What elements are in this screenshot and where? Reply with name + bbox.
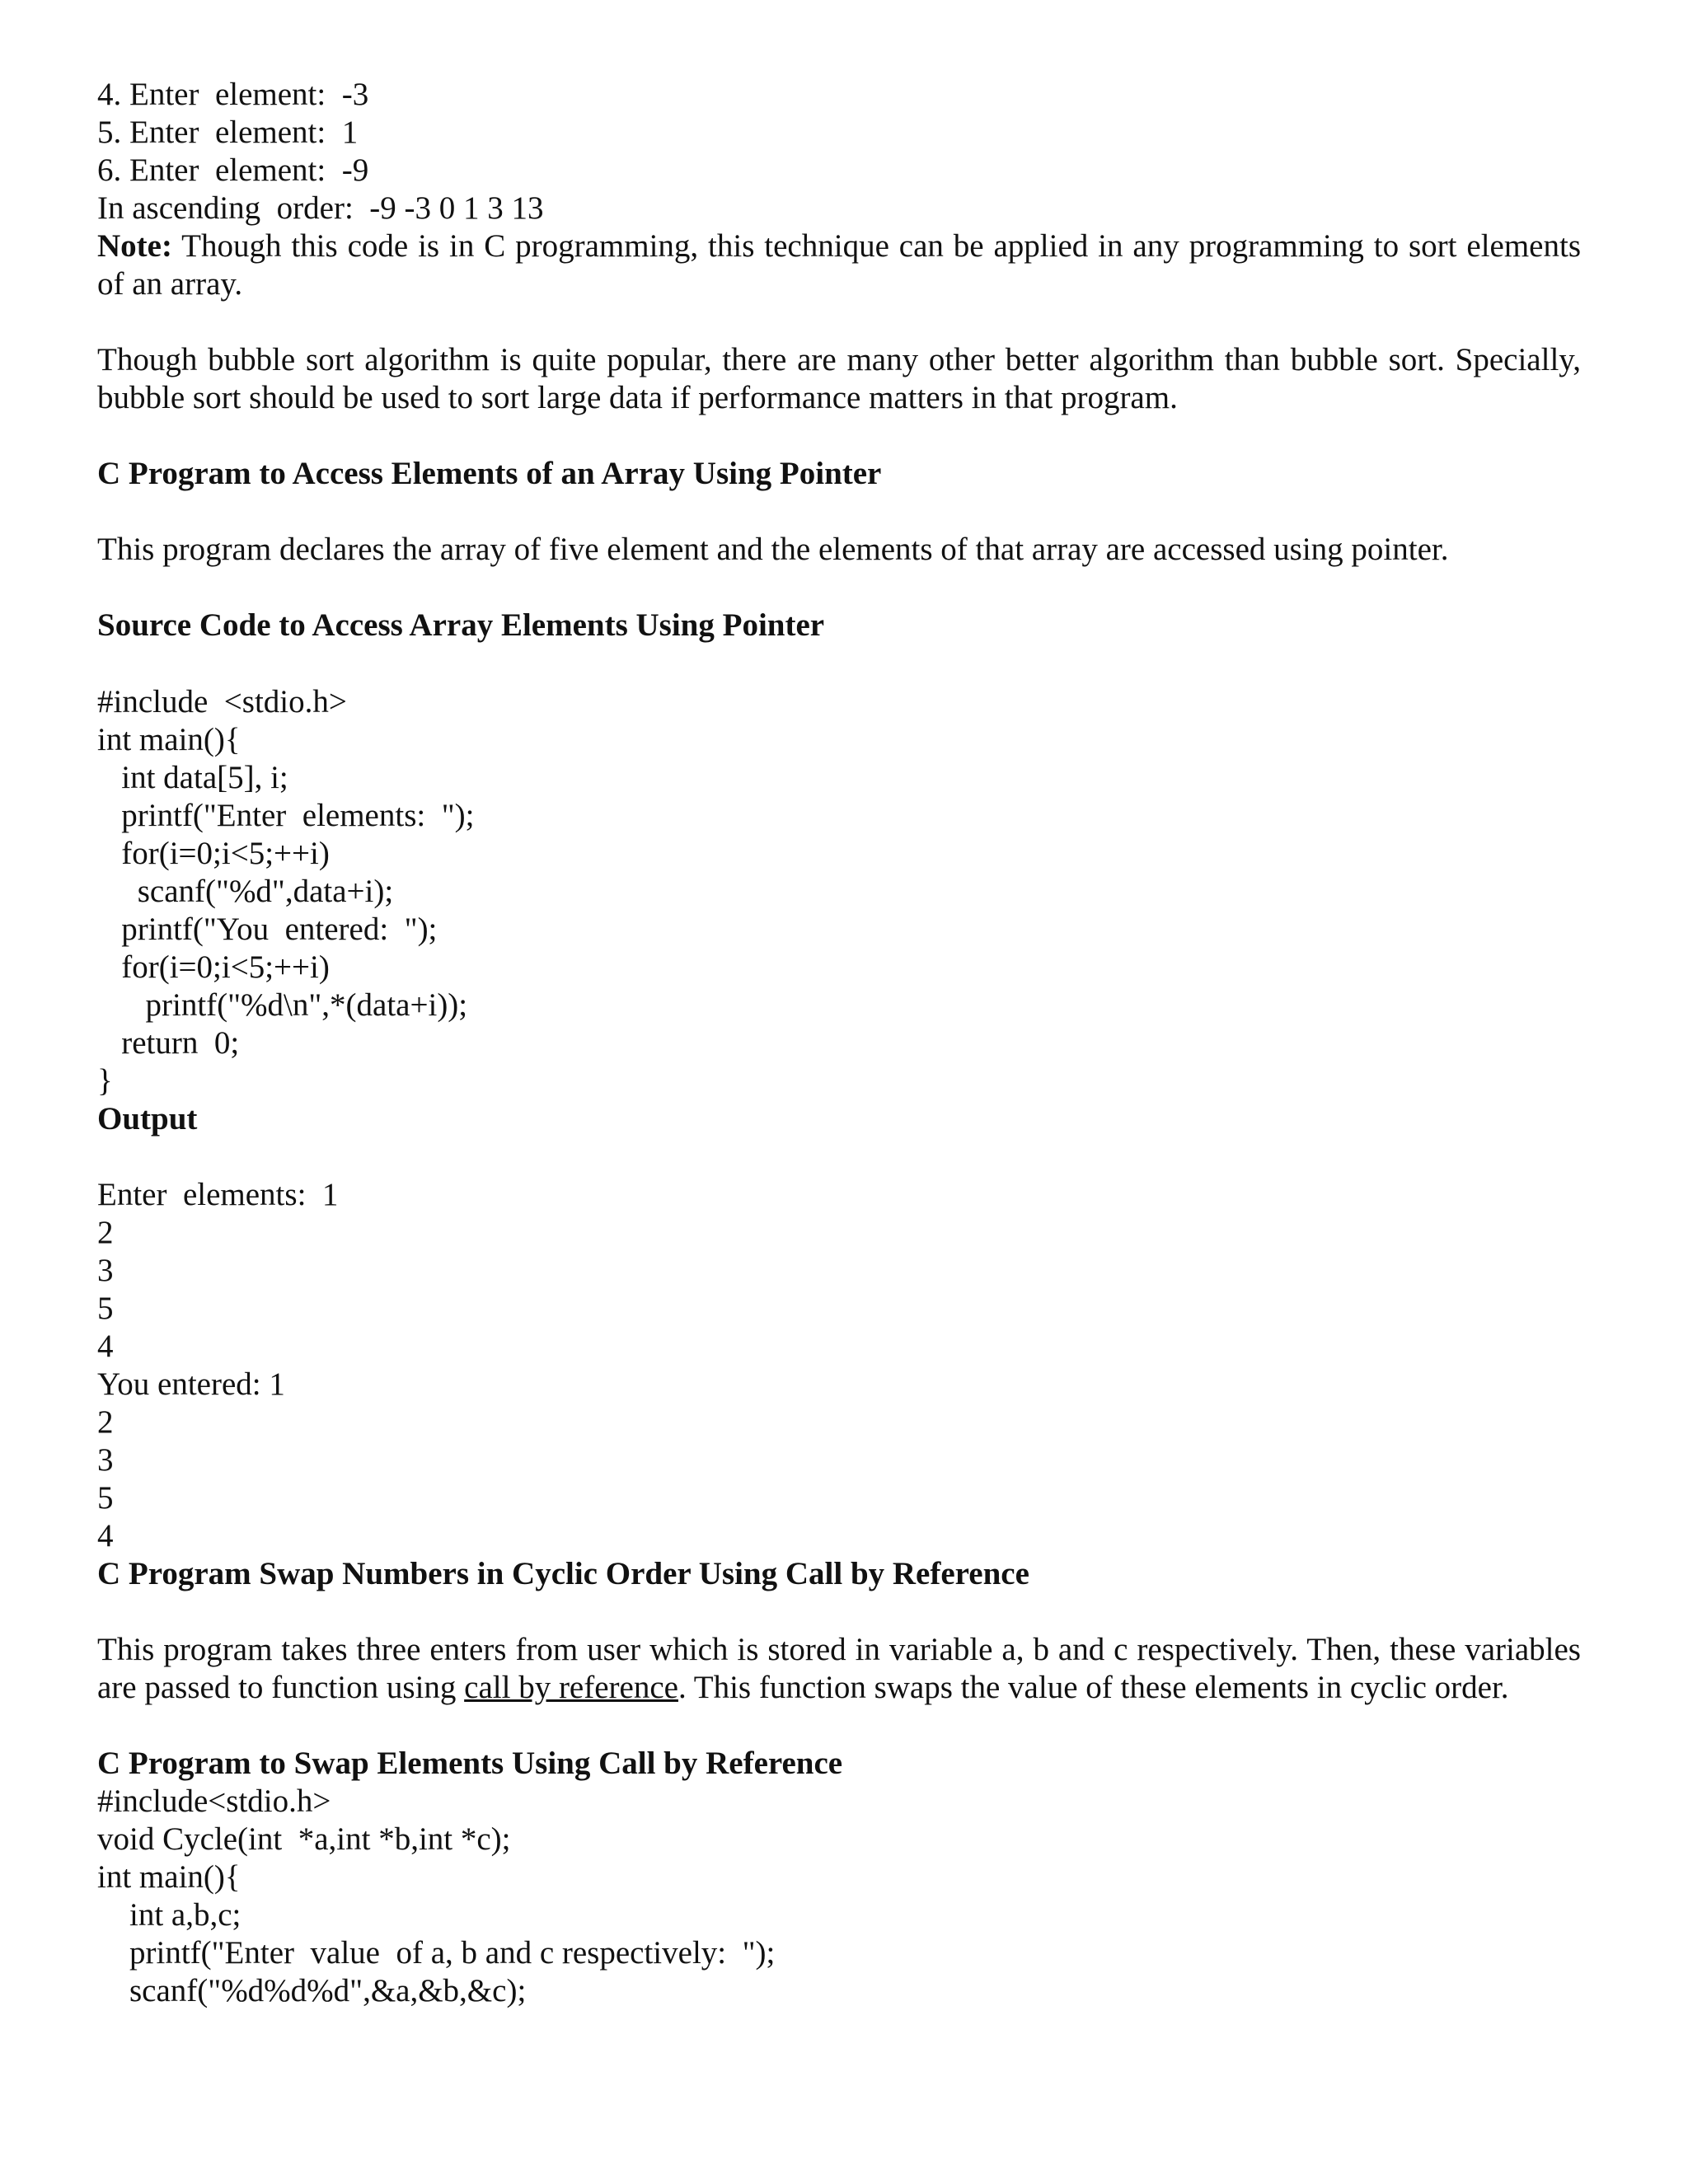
code-line: for(i=0;i<5;++i)	[97, 836, 330, 871]
code-line: int data[5], i;	[97, 760, 288, 795]
output-heading: Output	[97, 1101, 198, 1137]
output-line: 3	[97, 1442, 114, 1478]
section-heading-cyclic-swap: C Program Swap Numbers in Cyclic Order Using Call by Reference	[97, 1556, 1029, 1591]
note-label: Note:	[97, 228, 172, 264]
document-page	[97, 76, 1581, 2010]
code-line: #include <stdio.h>	[97, 684, 347, 719]
output-line: Enter elements: 1	[97, 1177, 339, 1212]
output-line: 3	[97, 1253, 114, 1288]
code-line: scanf("%d",data+i);	[97, 874, 394, 909]
description-text: . This function swaps the value of these elements in cyclic order.	[678, 1670, 1509, 1705]
output-line: 5	[97, 1480, 114, 1516]
output-line: 5	[97, 1291, 114, 1326]
code-block-cyclic-swap	[97, 1783, 1581, 2010]
note-text: Though this code is in C programming, this technique can be applied in any programming to sort elements of an array.	[97, 228, 1581, 302]
call-by-reference-link[interactable]: call by reference	[464, 1670, 678, 1705]
bubble-sort-paragraph: Though bubble sort algorithm is quite popular, there are many other better algorithm than bubble sort. Specially, bubble sort should be used to sort large data if performance matters in that program.	[97, 342, 1581, 415]
output-line: You entered: 1	[97, 1366, 285, 1402]
section-description-cyclic-swap	[97, 1631, 1581, 1707]
code-line: scanf("%d%d%d",&a,&b,&c);	[97, 1973, 527, 2008]
output-line: 2	[97, 1404, 114, 1440]
code-line: void Cycle(int *a,int *b,int *c);	[97, 1821, 511, 1857]
code-line: printf("Enter elements: ");	[97, 798, 475, 833]
section-heading-access-array: C Program to Access Elements of an Array Using Pointer	[97, 456, 882, 491]
note-paragraph	[97, 227, 1581, 303]
code-line: int main(){	[97, 1859, 241, 1895]
code-line: int a,b,c;	[97, 1897, 241, 1933]
intro-output-line: In ascending order: -9 -3 0 1 3 13	[97, 190, 544, 226]
output-block	[97, 1176, 1581, 1555]
intro-output-line: 6. Enter element: -9	[97, 152, 369, 188]
section-description-access-array: This program declares the array of five element and the elements of that array are accessed using pointer.	[97, 532, 1449, 567]
output-line: 4	[97, 1518, 114, 1554]
output-line: 4	[97, 1329, 114, 1364]
code-line: printf("%d\n",*(data+i));	[97, 987, 468, 1023]
code-line: int main(){	[97, 722, 241, 757]
description-text: This program takes three enters from user which is stored in variable a, b and c respectively. Then, these variables are passed to function using	[97, 1632, 1581, 1705]
code-line: printf("You entered: ");	[97, 912, 438, 947]
intro-output-line: 4. Enter element: -3	[97, 77, 369, 112]
code-line: for(i=0;i<5;++i)	[97, 949, 330, 985]
output-line: 2	[97, 1215, 114, 1250]
code-line: return 0;	[97, 1025, 240, 1061]
source-code-heading-access-array: Source Code to Access Array Elements Using Pointer	[97, 607, 825, 643]
code-line: #include<stdio.h>	[97, 1783, 331, 1819]
code-line: }	[97, 1063, 113, 1099]
code-line: printf("Enter value of a, b and c respectively: ");	[97, 1935, 776, 1971]
source-code-heading-cyclic-swap: C Program to Swap Elements Using Call by Reference	[97, 1746, 843, 1781]
intro-output-block	[97, 76, 1581, 227]
intro-output-line: 5. Enter element: 1	[97, 115, 359, 150]
code-block-access-array	[97, 683, 1581, 1100]
